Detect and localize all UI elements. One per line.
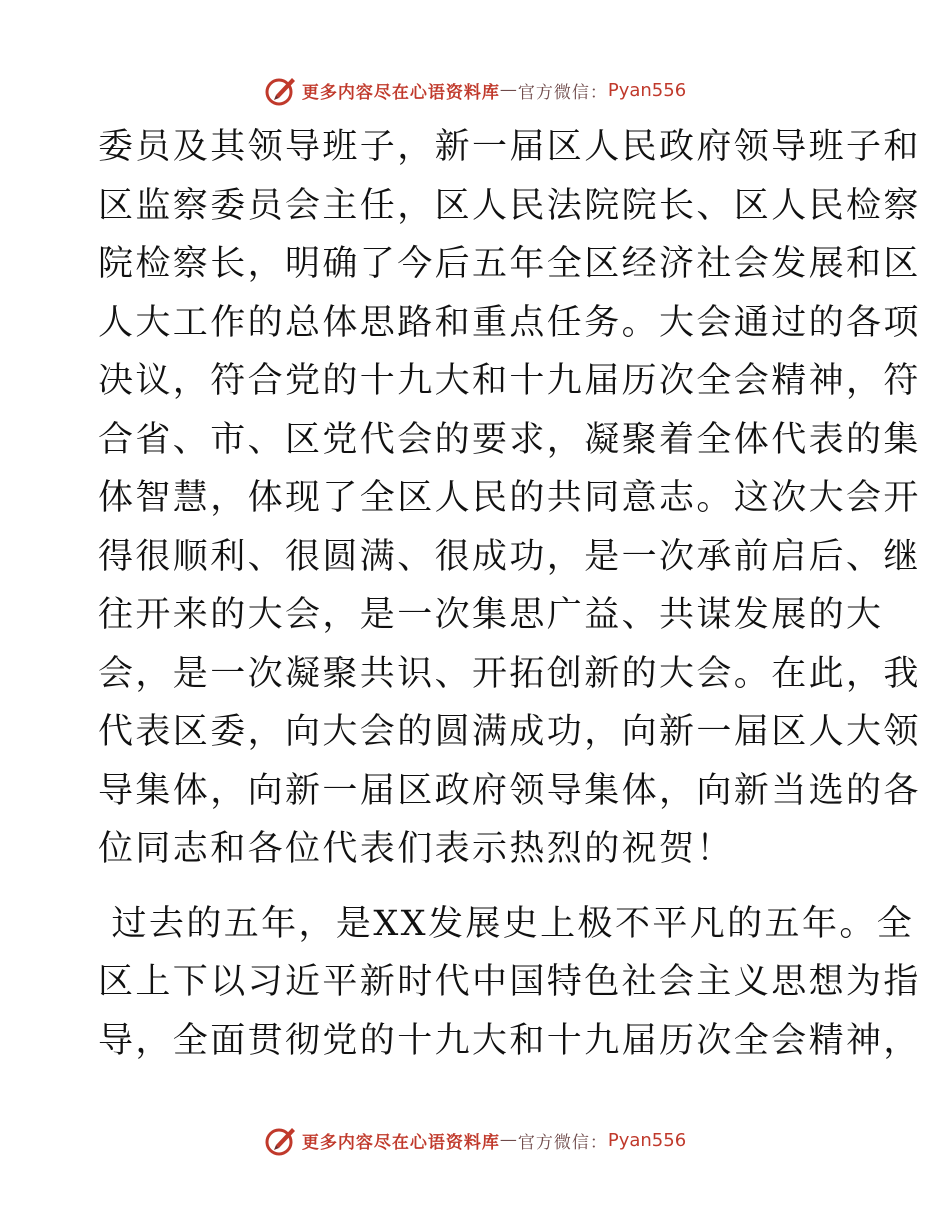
text-line: 导，全面贯彻党的十九大和十九届历次全会精神， [98, 1020, 921, 1061]
banner-dash: — [499, 1130, 518, 1150]
text-line: 委员及其领导班子，新一届区人民政府领导班子和 [98, 127, 921, 167]
text-line: 区上下以习近平新时代中国特色社会主义思想为指 [98, 962, 921, 1002]
text-line: 体智慧，体现了全区人民的共同意志。这次大会开 [98, 478, 921, 518]
text-line: 代表区委，向大会的圆满成功，向新一届区人大领 [98, 712, 921, 752]
quill-logo-icon [264, 73, 298, 107]
text-line: 人大工作的总体思路和重点任务。大会通过的各项 [98, 302, 921, 343]
header-banner [0, 70, 950, 110]
text-line: 会，是一次凝聚共识、开拓创新的大会。在此，我 [98, 653, 921, 694]
paragraph-2 [98, 895, 921, 1071]
banner-official-label: 官方微信： [517, 82, 608, 103]
quill-logo-icon [264, 1123, 298, 1157]
document-body [98, 118, 921, 1070]
text-line: 得很顺利、很圆满、很成功，是一次承前启后、继 [98, 536, 921, 577]
paragraph-gap [98, 879, 858, 895]
text-line: 导集体，向新一届区政府领导集体，向新当选的各 [98, 770, 921, 811]
banner-official-label: 官方微信： [517, 1132, 608, 1153]
footer-banner [0, 1120, 950, 1160]
text-line: 合省、市、区党代会的要求，凝聚着全体代表的集 [98, 419, 921, 460]
text-line: 院检察长，明确了今后五年全区经济社会发展和区 [98, 244, 921, 284]
banner-main-text: 更多内容尽在心语资料库 [301, 1132, 500, 1153]
banner-dash: — [499, 80, 518, 100]
text-line: 位同志和各位代表们表示热烈的祝贺！ [98, 829, 734, 869]
text-line: 往开来的大会，是一次集思广益、共谋发展的大 [98, 595, 884, 635]
banner-main-text: 更多内容尽在心语资料库 [301, 82, 500, 103]
banner-account: Pyan556 [607, 79, 687, 101]
text-line: 过去的五年，是XX发展史上极不平凡的五年。全 [98, 903, 915, 944]
text-line: 区监察委员会主任，区人民法院院长、区人民检察 [98, 185, 921, 226]
banner-account: Pyan556 [607, 1129, 687, 1151]
paragraph-1 [98, 118, 921, 879]
text-line: 决议，符合党的十九大和十九届历次全会精神，符 [98, 361, 921, 401]
